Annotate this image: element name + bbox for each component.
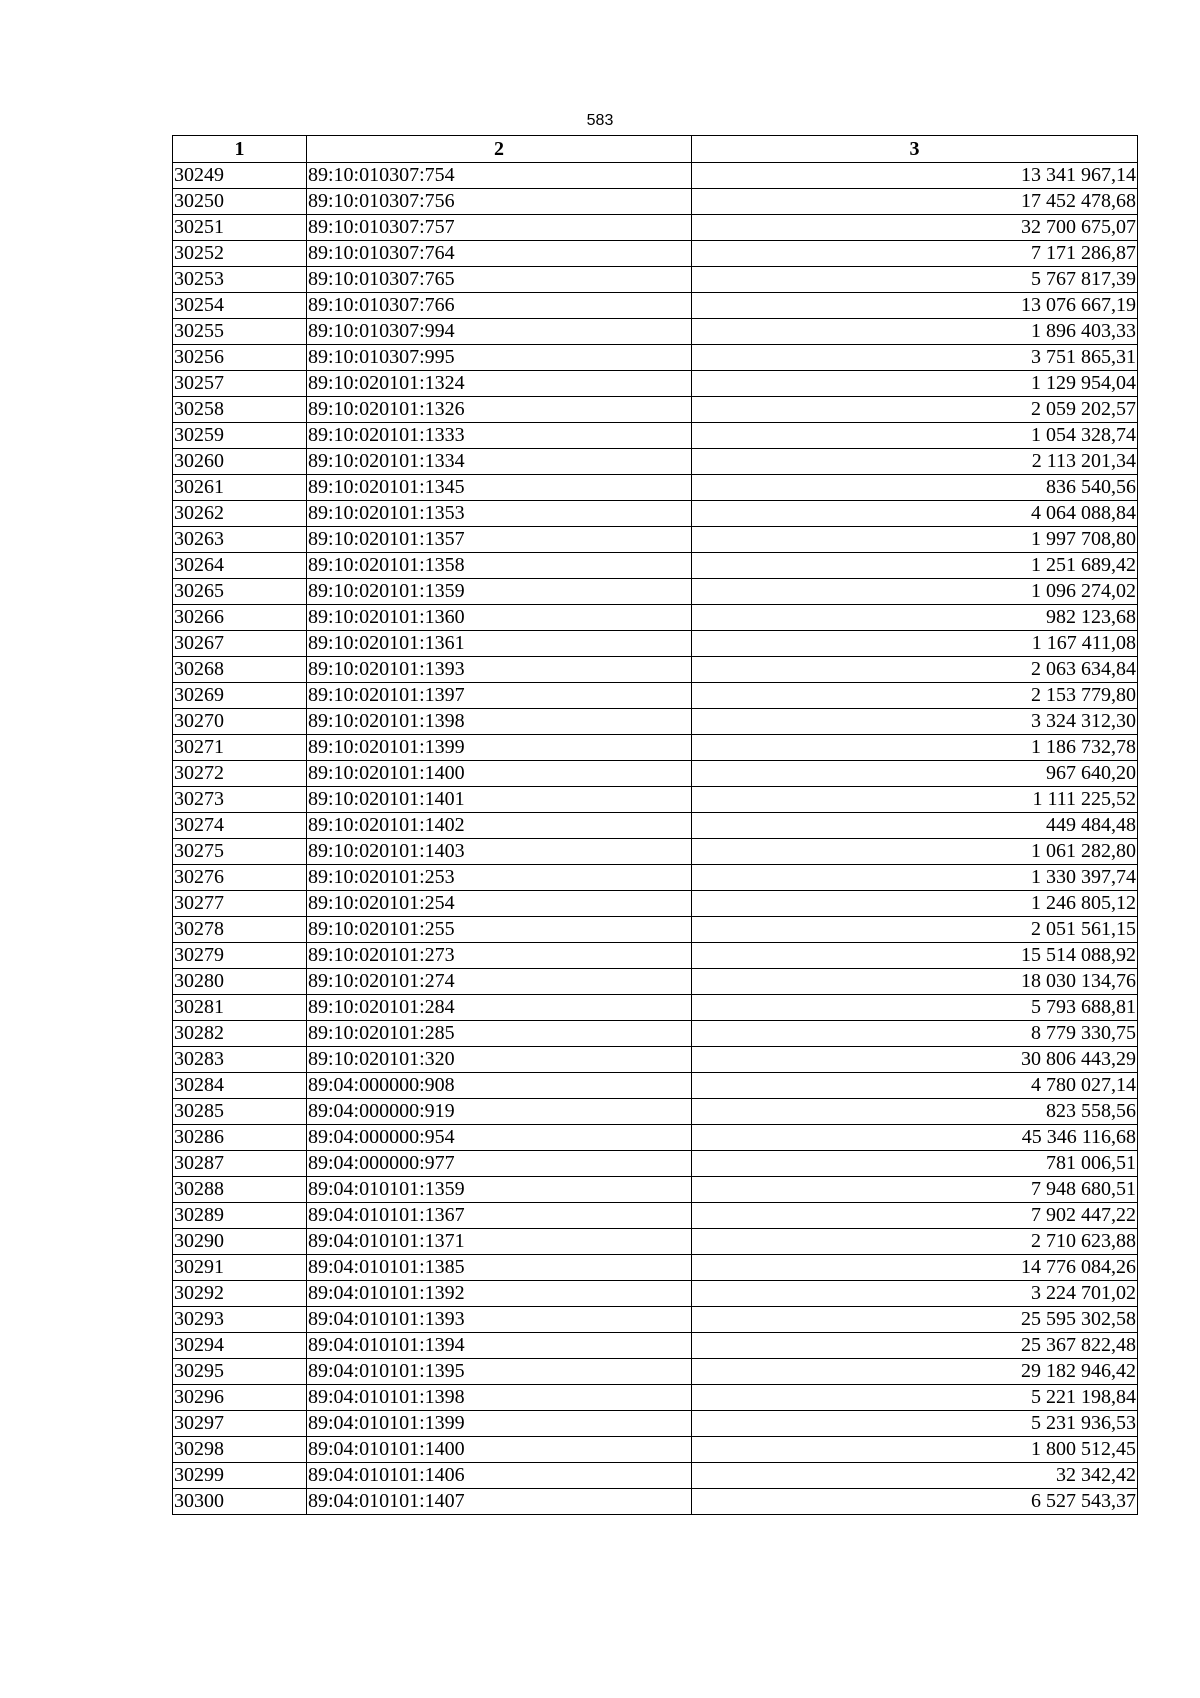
table-row xyxy=(173,735,1138,761)
row-number-cell: 30271 xyxy=(173,735,307,761)
row-number-cell: 30253 xyxy=(173,267,307,293)
value-cell: 7 902 447,22 xyxy=(692,1203,1138,1229)
table-row xyxy=(173,345,1138,371)
cadastral-number-cell: 89:10:020101:1345 xyxy=(307,475,692,501)
table-row xyxy=(173,943,1138,969)
table-row xyxy=(173,605,1138,631)
cadastral-number-cell: 89:10:020101:1360 xyxy=(307,605,692,631)
value-cell: 2 051 561,15 xyxy=(692,917,1138,943)
row-number-cell: 30267 xyxy=(173,631,307,657)
cadastral-number-cell: 89:04:000000:954 xyxy=(307,1125,692,1151)
value-cell: 1 246 805,12 xyxy=(692,891,1138,917)
cadastral-number-cell: 89:10:020101:1357 xyxy=(307,527,692,553)
cadastral-number-cell: 89:10:020101:285 xyxy=(307,1021,692,1047)
header-col-3: 3 xyxy=(692,136,1138,163)
table-row xyxy=(173,423,1138,449)
table-row xyxy=(173,1203,1138,1229)
cadastral-number-cell: 89:04:010101:1399 xyxy=(307,1411,692,1437)
row-number-cell: 30254 xyxy=(173,293,307,319)
row-number-cell: 30272 xyxy=(173,761,307,787)
row-number-cell: 30261 xyxy=(173,475,307,501)
cadastral-number-cell: 89:10:020101:274 xyxy=(307,969,692,995)
row-number-cell: 30273 xyxy=(173,787,307,813)
row-number-cell: 30275 xyxy=(173,839,307,865)
value-cell: 3 751 865,31 xyxy=(692,345,1138,371)
cadastral-number-cell: 89:04:010101:1395 xyxy=(307,1359,692,1385)
table-row xyxy=(173,189,1138,215)
cadastral-number-cell: 89:04:010101:1406 xyxy=(307,1463,692,1489)
value-cell: 1 800 512,45 xyxy=(692,1437,1138,1463)
value-cell: 5 767 817,39 xyxy=(692,267,1138,293)
value-cell: 1 096 274,02 xyxy=(692,579,1138,605)
cadastral-number-cell: 89:04:010101:1385 xyxy=(307,1255,692,1281)
table-row xyxy=(173,839,1138,865)
row-number-cell: 30290 xyxy=(173,1229,307,1255)
value-cell: 15 514 088,92 xyxy=(692,943,1138,969)
row-number-cell: 30269 xyxy=(173,683,307,709)
table-row xyxy=(173,1281,1138,1307)
row-number-cell: 30270 xyxy=(173,709,307,735)
cadastral-number-cell: 89:04:000000:908 xyxy=(307,1073,692,1099)
value-cell: 1 251 689,42 xyxy=(692,553,1138,579)
value-cell: 4 780 027,14 xyxy=(692,1073,1138,1099)
row-number-cell: 30285 xyxy=(173,1099,307,1125)
cadastral-number-cell: 89:04:010101:1398 xyxy=(307,1385,692,1411)
table-row xyxy=(173,397,1138,423)
header-row xyxy=(173,136,1138,163)
table-row xyxy=(173,1437,1138,1463)
value-cell: 1 997 708,80 xyxy=(692,527,1138,553)
table-row xyxy=(173,1333,1138,1359)
table-row xyxy=(173,1385,1138,1411)
cadastral-number-cell: 89:10:010307:757 xyxy=(307,215,692,241)
value-cell: 1 054 328,74 xyxy=(692,423,1138,449)
value-cell: 45 346 116,68 xyxy=(692,1125,1138,1151)
cadastral-number-cell: 89:10:020101:1401 xyxy=(307,787,692,813)
table-row xyxy=(173,1463,1138,1489)
cadastral-number-cell: 89:10:020101:1393 xyxy=(307,657,692,683)
value-cell: 1 061 282,80 xyxy=(692,839,1138,865)
row-number-cell: 30297 xyxy=(173,1411,307,1437)
table-row xyxy=(173,1047,1138,1073)
cadastral-number-cell: 89:10:010307:765 xyxy=(307,267,692,293)
row-number-cell: 30292 xyxy=(173,1281,307,1307)
cadastral-number-cell: 89:10:020101:1398 xyxy=(307,709,692,735)
row-number-cell: 30260 xyxy=(173,449,307,475)
row-number-cell: 30259 xyxy=(173,423,307,449)
cadastral-number-cell: 89:10:020101:1326 xyxy=(307,397,692,423)
row-number-cell: 30295 xyxy=(173,1359,307,1385)
value-cell: 967 640,20 xyxy=(692,761,1138,787)
value-cell: 18 030 134,76 xyxy=(692,969,1138,995)
value-cell: 25 595 302,58 xyxy=(692,1307,1138,1333)
cadastral-number-cell: 89:04:010101:1359 xyxy=(307,1177,692,1203)
cadastral-number-cell: 89:10:020101:273 xyxy=(307,943,692,969)
row-number-cell: 30274 xyxy=(173,813,307,839)
value-cell: 2 113 201,34 xyxy=(692,449,1138,475)
value-cell: 29 182 946,42 xyxy=(692,1359,1138,1385)
value-cell: 1 330 397,74 xyxy=(692,865,1138,891)
cadastral-number-cell: 89:10:020101:253 xyxy=(307,865,692,891)
table-row xyxy=(173,917,1138,943)
cadastral-number-cell: 89:10:020101:284 xyxy=(307,995,692,1021)
row-number-cell: 30278 xyxy=(173,917,307,943)
table-row xyxy=(173,527,1138,553)
row-number-cell: 30291 xyxy=(173,1255,307,1281)
row-number-cell: 30282 xyxy=(173,1021,307,1047)
value-cell: 1 896 403,33 xyxy=(692,319,1138,345)
row-number-cell: 30281 xyxy=(173,995,307,1021)
cadastral-number-cell: 89:10:020101:1324 xyxy=(307,371,692,397)
row-number-cell: 30293 xyxy=(173,1307,307,1333)
cadastral-number-cell: 89:10:010307:766 xyxy=(307,293,692,319)
row-number-cell: 30256 xyxy=(173,345,307,371)
row-number-cell: 30257 xyxy=(173,371,307,397)
row-number-cell: 30265 xyxy=(173,579,307,605)
value-cell: 5 793 688,81 xyxy=(692,995,1138,1021)
cadastral-number-cell: 89:10:020101:320 xyxy=(307,1047,692,1073)
row-number-cell: 30255 xyxy=(173,319,307,345)
table-row xyxy=(173,293,1138,319)
cadastral-number-cell: 89:10:020101:1353 xyxy=(307,501,692,527)
table-row xyxy=(173,631,1138,657)
value-cell: 13 341 967,14 xyxy=(692,163,1138,189)
row-number-cell: 30294 xyxy=(173,1333,307,1359)
row-number-cell: 30296 xyxy=(173,1385,307,1411)
row-number-cell: 30286 xyxy=(173,1125,307,1151)
table-row xyxy=(173,1359,1138,1385)
value-cell: 5 231 936,53 xyxy=(692,1411,1138,1437)
table-row xyxy=(173,1411,1138,1437)
cadastral-number-cell: 89:10:020101:1334 xyxy=(307,449,692,475)
table-row xyxy=(173,1177,1138,1203)
cadastral-number-cell: 89:10:010307:756 xyxy=(307,189,692,215)
value-cell: 982 123,68 xyxy=(692,605,1138,631)
value-cell: 449 484,48 xyxy=(692,813,1138,839)
value-cell: 32 700 675,07 xyxy=(692,215,1138,241)
value-cell: 836 540,56 xyxy=(692,475,1138,501)
row-number-cell: 30283 xyxy=(173,1047,307,1073)
table-row xyxy=(173,891,1138,917)
table-row xyxy=(173,709,1138,735)
cadastral-number-cell: 89:04:010101:1394 xyxy=(307,1333,692,1359)
row-number-cell: 30264 xyxy=(173,553,307,579)
value-cell: 13 076 667,19 xyxy=(692,293,1138,319)
row-number-cell: 30279 xyxy=(173,943,307,969)
value-cell: 1 186 732,78 xyxy=(692,735,1138,761)
cadastral-number-cell: 89:04:010101:1371 xyxy=(307,1229,692,1255)
page-number: 583 xyxy=(586,112,614,129)
table-row xyxy=(173,995,1138,1021)
table-row xyxy=(173,163,1138,189)
value-cell: 4 064 088,84 xyxy=(692,501,1138,527)
cadastral-number-cell: 89:04:010101:1407 xyxy=(307,1489,692,1515)
table-row xyxy=(173,579,1138,605)
value-cell: 6 527 543,37 xyxy=(692,1489,1138,1515)
value-cell: 2 153 779,80 xyxy=(692,683,1138,709)
cadastral-number-cell: 89:10:010307:994 xyxy=(307,319,692,345)
value-cell: 2 710 623,88 xyxy=(692,1229,1138,1255)
cadastral-number-cell: 89:04:010101:1392 xyxy=(307,1281,692,1307)
table-row xyxy=(173,371,1138,397)
value-cell: 1 111 225,52 xyxy=(692,787,1138,813)
row-number-cell: 30266 xyxy=(173,605,307,631)
cadastral-number-cell: 89:10:020101:1359 xyxy=(307,579,692,605)
value-cell: 1 129 954,04 xyxy=(692,371,1138,397)
table-row xyxy=(173,969,1138,995)
value-cell: 2 059 202,57 xyxy=(692,397,1138,423)
table-row xyxy=(173,241,1138,267)
cadastral-number-cell: 89:04:010101:1393 xyxy=(307,1307,692,1333)
value-cell: 17 452 478,68 xyxy=(692,189,1138,215)
value-cell: 5 221 198,84 xyxy=(692,1385,1138,1411)
table-row xyxy=(173,215,1138,241)
row-number-cell: 30300 xyxy=(173,1489,307,1515)
table-row xyxy=(173,813,1138,839)
value-cell: 3 324 312,30 xyxy=(692,709,1138,735)
table-row xyxy=(173,319,1138,345)
row-number-cell: 30298 xyxy=(173,1437,307,1463)
cadastral-number-cell: 89:10:020101:1403 xyxy=(307,839,692,865)
table-row xyxy=(173,267,1138,293)
cadastral-number-cell: 89:04:000000:977 xyxy=(307,1151,692,1177)
table-header xyxy=(173,136,1138,163)
row-number-cell: 30277 xyxy=(173,891,307,917)
value-cell: 32 342,42 xyxy=(692,1463,1138,1489)
table-row xyxy=(173,1125,1138,1151)
table-row xyxy=(173,501,1138,527)
header-col-1: 1 xyxy=(173,136,307,163)
table-body xyxy=(173,163,1138,1515)
value-cell: 1 167 411,08 xyxy=(692,631,1138,657)
cadastral-number-cell: 89:10:020101:1397 xyxy=(307,683,692,709)
table-row xyxy=(173,1229,1138,1255)
table-row xyxy=(173,1151,1138,1177)
value-cell: 7 948 680,51 xyxy=(692,1177,1138,1203)
row-number-cell: 30263 xyxy=(173,527,307,553)
value-cell: 30 806 443,29 xyxy=(692,1047,1138,1073)
row-number-cell: 30268 xyxy=(173,657,307,683)
row-number-cell: 30276 xyxy=(173,865,307,891)
cadastral-number-cell: 89:10:020101:1399 xyxy=(307,735,692,761)
row-number-cell: 30299 xyxy=(173,1463,307,1489)
registry-table xyxy=(172,135,1138,1515)
cadastral-number-cell: 89:04:010101:1400 xyxy=(307,1437,692,1463)
table-row xyxy=(173,1307,1138,1333)
value-cell: 8 779 330,75 xyxy=(692,1021,1138,1047)
cadastral-number-cell: 89:10:020101:255 xyxy=(307,917,692,943)
table-row xyxy=(173,865,1138,891)
row-number-cell: 30251 xyxy=(173,215,307,241)
header-col-2: 2 xyxy=(307,136,692,163)
table-row xyxy=(173,787,1138,813)
value-cell: 781 006,51 xyxy=(692,1151,1138,1177)
cadastral-number-cell: 89:04:000000:919 xyxy=(307,1099,692,1125)
row-number-cell: 30289 xyxy=(173,1203,307,1229)
cadastral-number-cell: 89:10:020101:1400 xyxy=(307,761,692,787)
cadastral-number-cell: 89:10:010307:764 xyxy=(307,241,692,267)
cadastral-number-cell: 89:10:010307:995 xyxy=(307,345,692,371)
table-row xyxy=(173,761,1138,787)
value-cell: 823 558,56 xyxy=(692,1099,1138,1125)
cadastral-number-cell: 89:10:020101:1358 xyxy=(307,553,692,579)
row-number-cell: 30252 xyxy=(173,241,307,267)
value-cell: 7 171 286,87 xyxy=(692,241,1138,267)
table-row xyxy=(173,1099,1138,1125)
row-number-cell: 30288 xyxy=(173,1177,307,1203)
row-number-cell: 30250 xyxy=(173,189,307,215)
table-row xyxy=(173,657,1138,683)
table-row xyxy=(173,683,1138,709)
row-number-cell: 30258 xyxy=(173,397,307,423)
row-number-cell: 30284 xyxy=(173,1073,307,1099)
cadastral-number-cell: 89:10:020101:1333 xyxy=(307,423,692,449)
table-row xyxy=(173,1489,1138,1515)
table-row xyxy=(173,1021,1138,1047)
row-number-cell: 30262 xyxy=(173,501,307,527)
table-row xyxy=(173,475,1138,501)
value-cell: 2 063 634,84 xyxy=(692,657,1138,683)
table-row xyxy=(173,1073,1138,1099)
value-cell: 3 224 701,02 xyxy=(692,1281,1138,1307)
cadastral-number-cell: 89:10:020101:1361 xyxy=(307,631,692,657)
value-cell: 25 367 822,48 xyxy=(692,1333,1138,1359)
cadastral-number-cell: 89:04:010101:1367 xyxy=(307,1203,692,1229)
row-number-cell: 30287 xyxy=(173,1151,307,1177)
table-row xyxy=(173,1255,1138,1281)
cadastral-number-cell: 89:10:020101:254 xyxy=(307,891,692,917)
cadastral-number-cell: 89:10:020101:1402 xyxy=(307,813,692,839)
row-number-cell: 30280 xyxy=(173,969,307,995)
table-row xyxy=(173,553,1138,579)
table-row xyxy=(173,449,1138,475)
row-number-cell: 30249 xyxy=(173,163,307,189)
value-cell: 14 776 084,26 xyxy=(692,1255,1138,1281)
cadastral-number-cell: 89:10:010307:754 xyxy=(307,163,692,189)
